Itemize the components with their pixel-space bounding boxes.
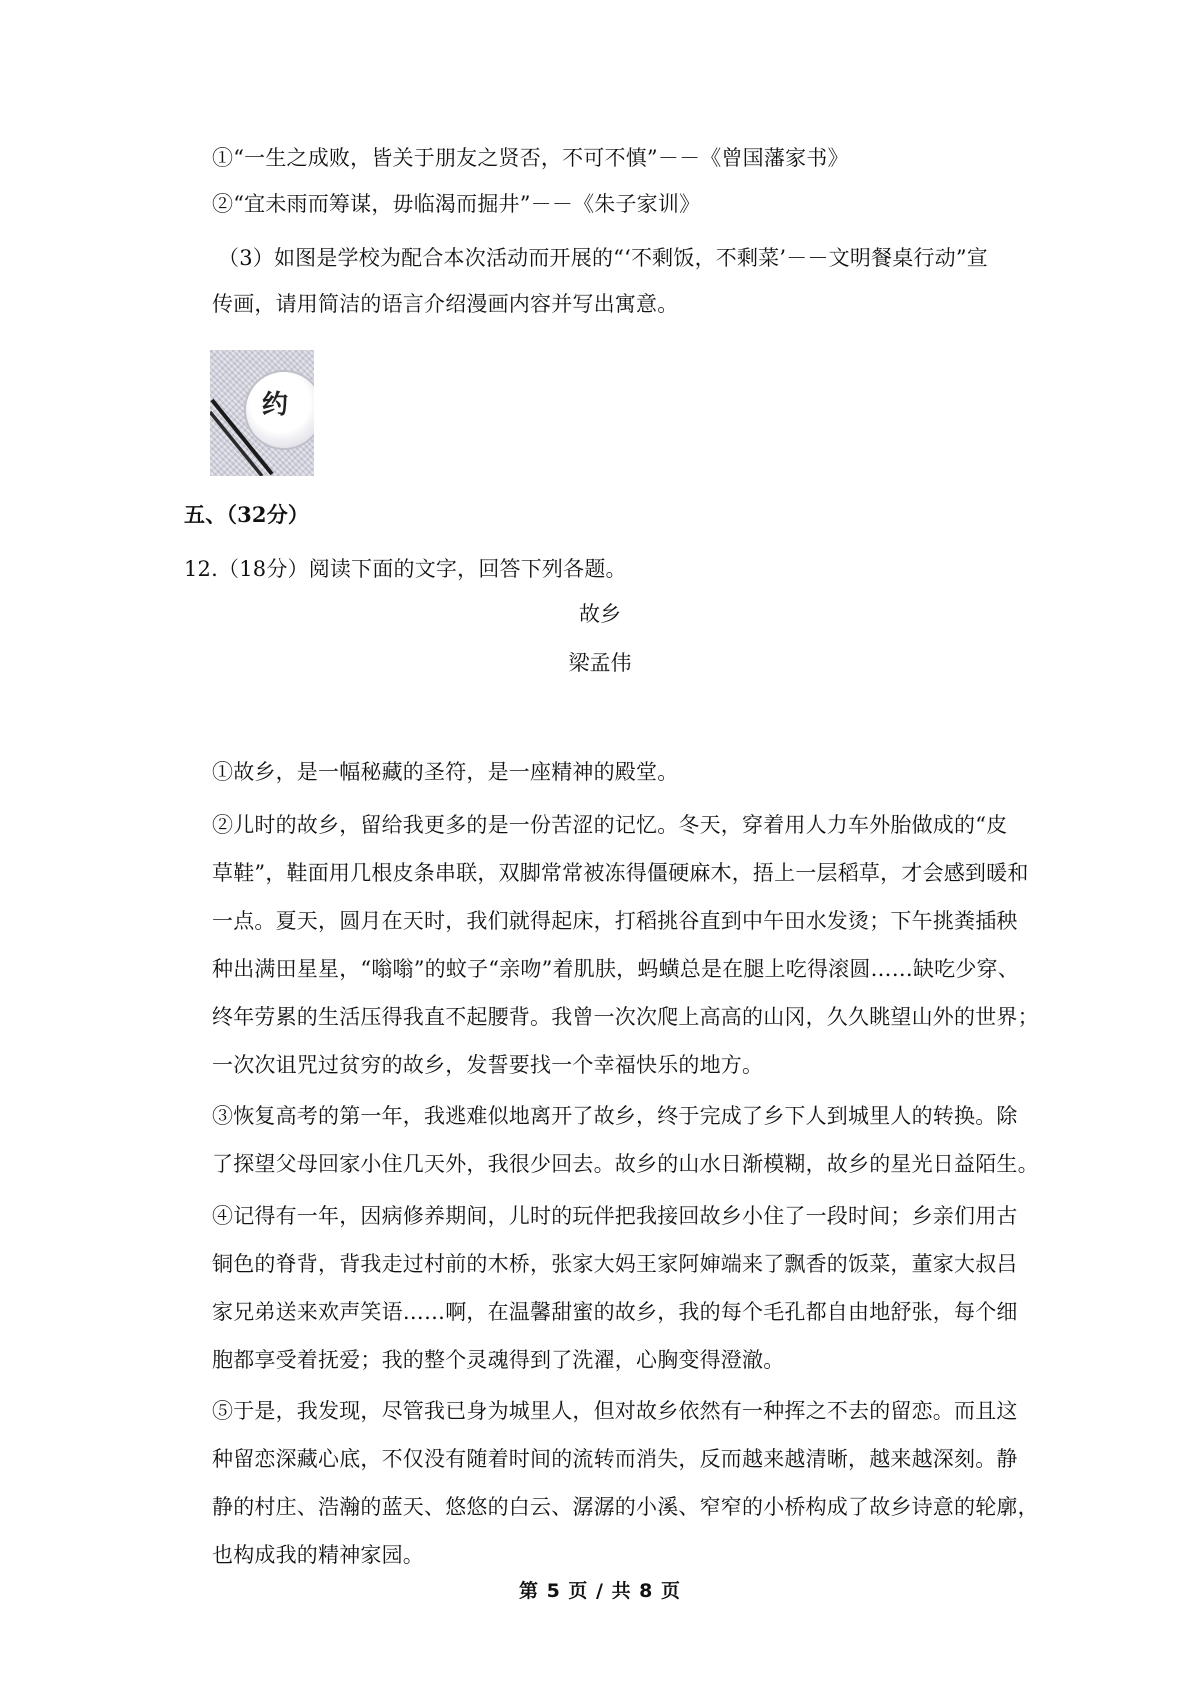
article-line-12: 家兄弟送来欢声笑语……啊，在温馨甜蜜的故乡，我的每个毛孔都自由地舒张，每个细	[212, 1300, 1018, 1324]
article-line-1: ①故乡，是一幅秘藏的圣符，是一座精神的殿堂。	[212, 760, 679, 784]
article-line-10: ④记得有一年，因病修养期间，儿时的玩伴把我接回故乡小住了一段时间；乡亲们用古	[212, 1204, 1018, 1228]
article-line-13: 胞都享受着抚爱；我的整个灵魂得到了洗濯，心胸变得澄澈。	[212, 1348, 785, 1372]
article-line-16: 静的村庄、浩瀚的蓝天、悠悠的白云、潺潺的小溪、窄窄的小桥构成了故乡诗意的轮廓，	[212, 1495, 1039, 1519]
article-line-17: 也构成我的精神家园。	[212, 1543, 424, 1567]
quote-line-1: ①“一生之成败，皆关于朋友之贤否，不可不慎”－－《曾国藩家书》	[212, 146, 849, 170]
article-line-2: ②儿时的故乡，留给我更多的是一份苦涩的记忆。冬天，穿着用人力车外胎做成的“皮	[212, 813, 1008, 837]
cartoon-illustration	[210, 350, 314, 476]
question-12: 12.（18分）阅读下面的文字，回答下列各题。	[184, 557, 627, 581]
article-line-14: ⑤于是，我发现，尽管我已身为城里人，但对故乡依然有一种挥之不去的留恋。而且这	[212, 1399, 1018, 1423]
question-3-line-1: （3）如图是学校为配合本次活动而开展的“‘不剩饭，不剩菜’－－文明餐桌行动”宣	[218, 246, 988, 270]
article-line-6: 终年劳累的生活压得我直不起腰背。我曾一次次爬上高高的山冈，久久眺望山外的世界；	[212, 1005, 1039, 1029]
article-title: 故乡	[579, 602, 621, 626]
quote-line-2: ②“宜未雨而筹谋，毋临渴而掘井”－－《朱子家训》	[212, 192, 701, 216]
section-title: 五、（32分）	[184, 502, 310, 527]
chopsticks-icon	[210, 350, 314, 476]
article-line-11: 铜色的脊背，背我走过村前的木桥，张家大妈王家阿婶端来了飘香的饭菜，董家大叔吕	[212, 1252, 1018, 1276]
question-3-line-2: 传画，请用简洁的语言介绍漫画内容并写出寓意。	[212, 292, 679, 316]
article-line-15: 种留恋深藏心底，不仅没有随着时间的流转而消失，反而越来越清晰，越来越深刻。静	[212, 1447, 1018, 1471]
article-line-8: ③恢复高考的第一年，我逃难似地离开了故乡，终于完成了乡下人到城里人的转换。除	[212, 1104, 1018, 1128]
article-line-5: 种出满田星星，“嗡嗡”的蚊子“亲吻”着肌肤，蚂蟥总是在腿上吃得滚圆……缺吃少穿、	[212, 957, 1019, 981]
article-line-7: 一次次诅咒过贫穷的故乡，发誓要找一个幸福快乐的地方。	[212, 1053, 764, 1077]
article-line-9: 了探望父母回家小住几天外，我很少回去。故乡的山水日渐模糊，故乡的星光日益陌生。	[212, 1152, 1039, 1176]
article-line-3: 草鞋”，鞋面用几根皮条串联，双脚常常被冻得僵硬麻木，捂上一层稻草，才会感到暖和	[212, 861, 1029, 885]
page-number: 第 5 页 / 共 8 页	[518, 1580, 682, 1602]
article-line-4: 一点。夏天，圆月在天时，我们就得起床，打稻挑谷直到中午田水发烫；下午挑粪插秧	[212, 909, 1018, 933]
article-author: 梁孟伟	[568, 651, 632, 675]
plate-character: 约	[262, 390, 289, 420]
